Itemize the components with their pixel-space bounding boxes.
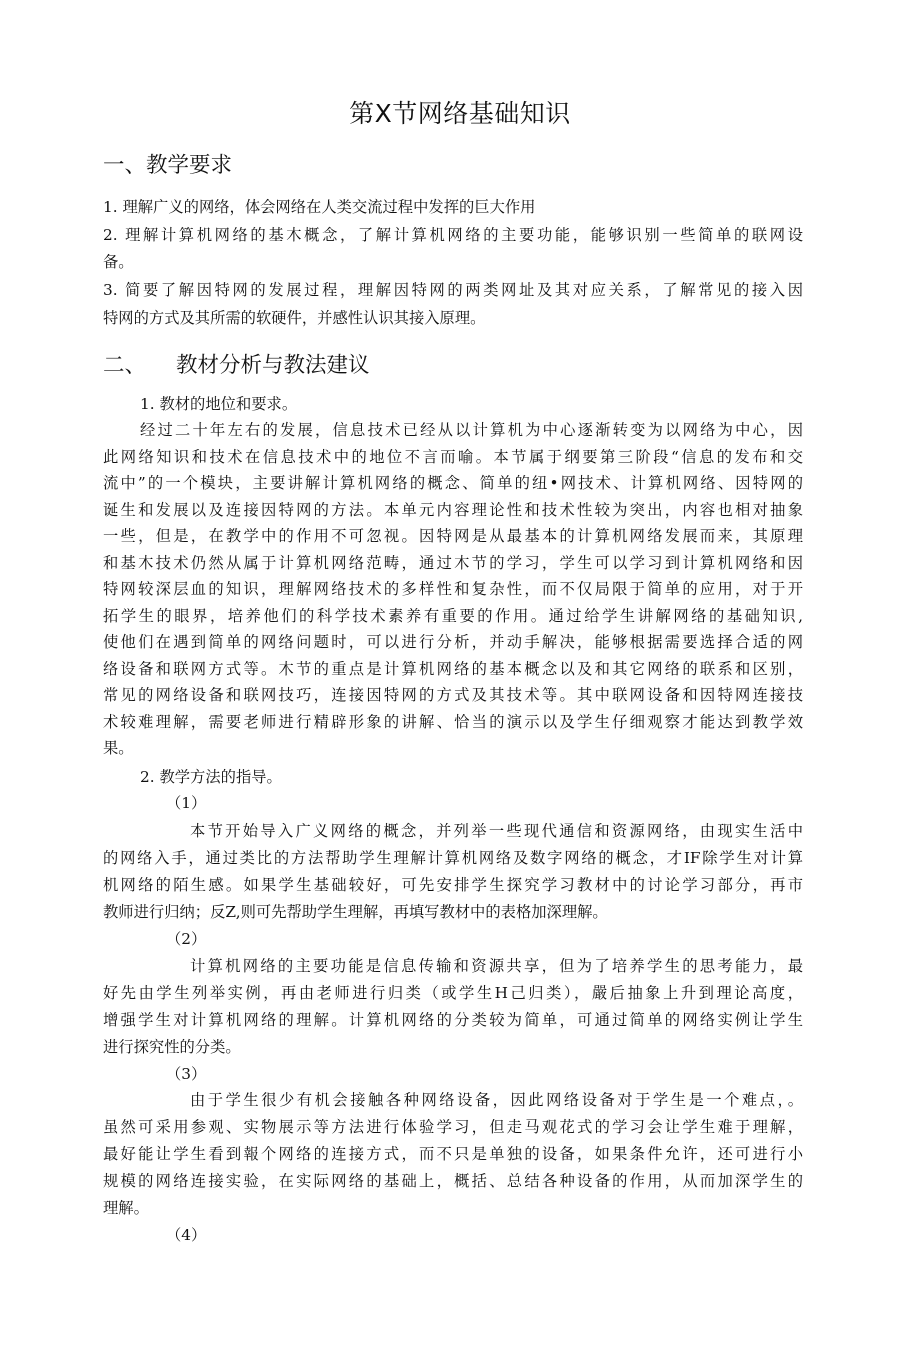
part-3-label: （3） bbox=[166, 1065, 207, 1083]
body-line: 机网络的陌生感。如果学生基础较好，可先安排学生探究学习教材中的讨论学习部分，再市 bbox=[103, 876, 803, 894]
body-line: 经过二十年左右的发展，信息技术已经从以计算机为中心逐渐转变为以网络为中心，因 bbox=[140, 421, 803, 439]
body-line: 的网络入手，通过类比的方法帮助学生理解计算机网络及数字网络的概念，才IF除学生对计算 bbox=[103, 849, 803, 867]
body-line: 络设备和联网方式等。木节的重点是计算机网络的基本概念以及和其它网络的联系和区别， bbox=[103, 660, 803, 678]
body-line: 此网络知识和技术在信息技术中的地位不言而喻。本节属于纲要第三阶段“信息的发布和交 bbox=[103, 448, 803, 466]
body-line: 计算机网络的主要功能是信息传输和资源共享，但为了培养学生的思考能力，最 bbox=[190, 957, 803, 975]
body-line: 特网较深层血的知识，理解网络技术的多样性和复杂性，而不仅局限于简单的应用，对于开 bbox=[103, 580, 803, 598]
part-1-label: （1） bbox=[166, 794, 207, 812]
body-line: 拓学生的眼界，培养他们的科学技术素养有重要的作用。通过给学生讲解网络的基础知识, bbox=[103, 607, 803, 625]
body-line: 虽然可采用参观、实物展示等方法进行体验学习，但走马观花式的学习会让学生难于理解， bbox=[103, 1118, 803, 1136]
body-line: 流中”的一个模块，主要讲解计算机网络的概念、简单的纽•网技术、计算机网络、因特网的 bbox=[103, 474, 803, 492]
body-line: 增强学生对计算机网络的理解。计算机网络的分类较为简单，可通过简单的网络实例让学生 bbox=[103, 1011, 803, 1029]
page-title: 第X节网络基础知识 bbox=[349, 99, 571, 128]
body-line: 规模的网络连接实验，在实际网络的基础上，概括、总结各种设备的作用，从而加深学生的 bbox=[103, 1172, 803, 1190]
body-line: 使他们在遇到简单的网络问题时，可以进行分析，并动手解决，能够根据需要选择合适的网 bbox=[103, 633, 803, 651]
body-line: 进行探究性的分类。 bbox=[103, 1038, 241, 1056]
body-line: 一些，但是，在教学中的作用不可忽视。因特网是从最基本的计算机网络发展而来，其原理 bbox=[103, 527, 803, 545]
subsection-1-title: 1. 教材的地位和要求。 bbox=[140, 395, 298, 413]
requirement-item-2: 2. 理解计算机网络的基木概念，了解计算机网络的主要功能，能够识别一些简单的联网设 bbox=[103, 226, 803, 244]
body-line: 术较难理解，需要老师进行精辟形象的讲解、恰当的演示以及学生仔细观察才能达到教学效 bbox=[103, 713, 803, 731]
body-line: 最好能让学生看到報个网络的连接方式，而不只是单独的设备，如果条件允许，还可进行小 bbox=[103, 1145, 803, 1163]
requirement-item-1: 1. 理解广义的网络，体会网络在人类交流过程中发挥的巨大作用 bbox=[103, 198, 536, 216]
section2-heading-text: 教材分析与教法建议 bbox=[176, 353, 370, 378]
body-line: 理解。 bbox=[103, 1199, 149, 1217]
section2-heading bbox=[103, 348, 370, 379]
section1-heading: 一、教学要求 bbox=[103, 153, 233, 178]
subsection-2-title: 2. 教学方法的指导。 bbox=[140, 768, 282, 786]
body-line: 本节开始导入广义网络的概念，并列举一些现代通信和资源网络，由现实生活中 bbox=[190, 822, 803, 840]
requirement-item-2-cont: 备。 bbox=[103, 253, 134, 271]
body-line: 由于学生很少有机会接触各种网络设备，因此网络设备对于学生是一个难点，。 bbox=[190, 1091, 803, 1109]
body-line: 和基木技术仍然从属于计算机网络范畴，通过木节的学习，学生可以学习到计算机网络和因 bbox=[103, 554, 803, 572]
section2-heading-number: 二、 bbox=[103, 353, 147, 378]
requirement-item-3-cont: 特网的方式及其所需的软硬件，并感性认识其接入原理。 bbox=[103, 309, 486, 327]
requirement-item-3: 3. 简要了解因特网的发展过程，理解因特网的两类网址及其对应关系，了解常见的接入因 bbox=[103, 281, 803, 299]
body-line: 教师进行归纳；反Z,则可先帮助学生理解，再填写教材中的表格加深理解。 bbox=[103, 903, 608, 921]
part-2-label: （2） bbox=[166, 930, 207, 948]
body-line: 诞生和发展以及连接因特网的方法。本单元内容理论性和技术性较为突出，内容也相对抽象 bbox=[103, 501, 803, 519]
part-4-label: （4） bbox=[166, 1226, 207, 1244]
body-line: 常见的网络设备和联网技巧，连接因特网的方式及其技术等。其中联网设备和因特网连接技 bbox=[103, 686, 803, 704]
body-line: 果。 bbox=[103, 739, 134, 757]
body-line: 好先由学生列举实例，再由老师进行归类（或学生H己归类），嚴后抽象上升到理论高度， bbox=[103, 984, 803, 1002]
